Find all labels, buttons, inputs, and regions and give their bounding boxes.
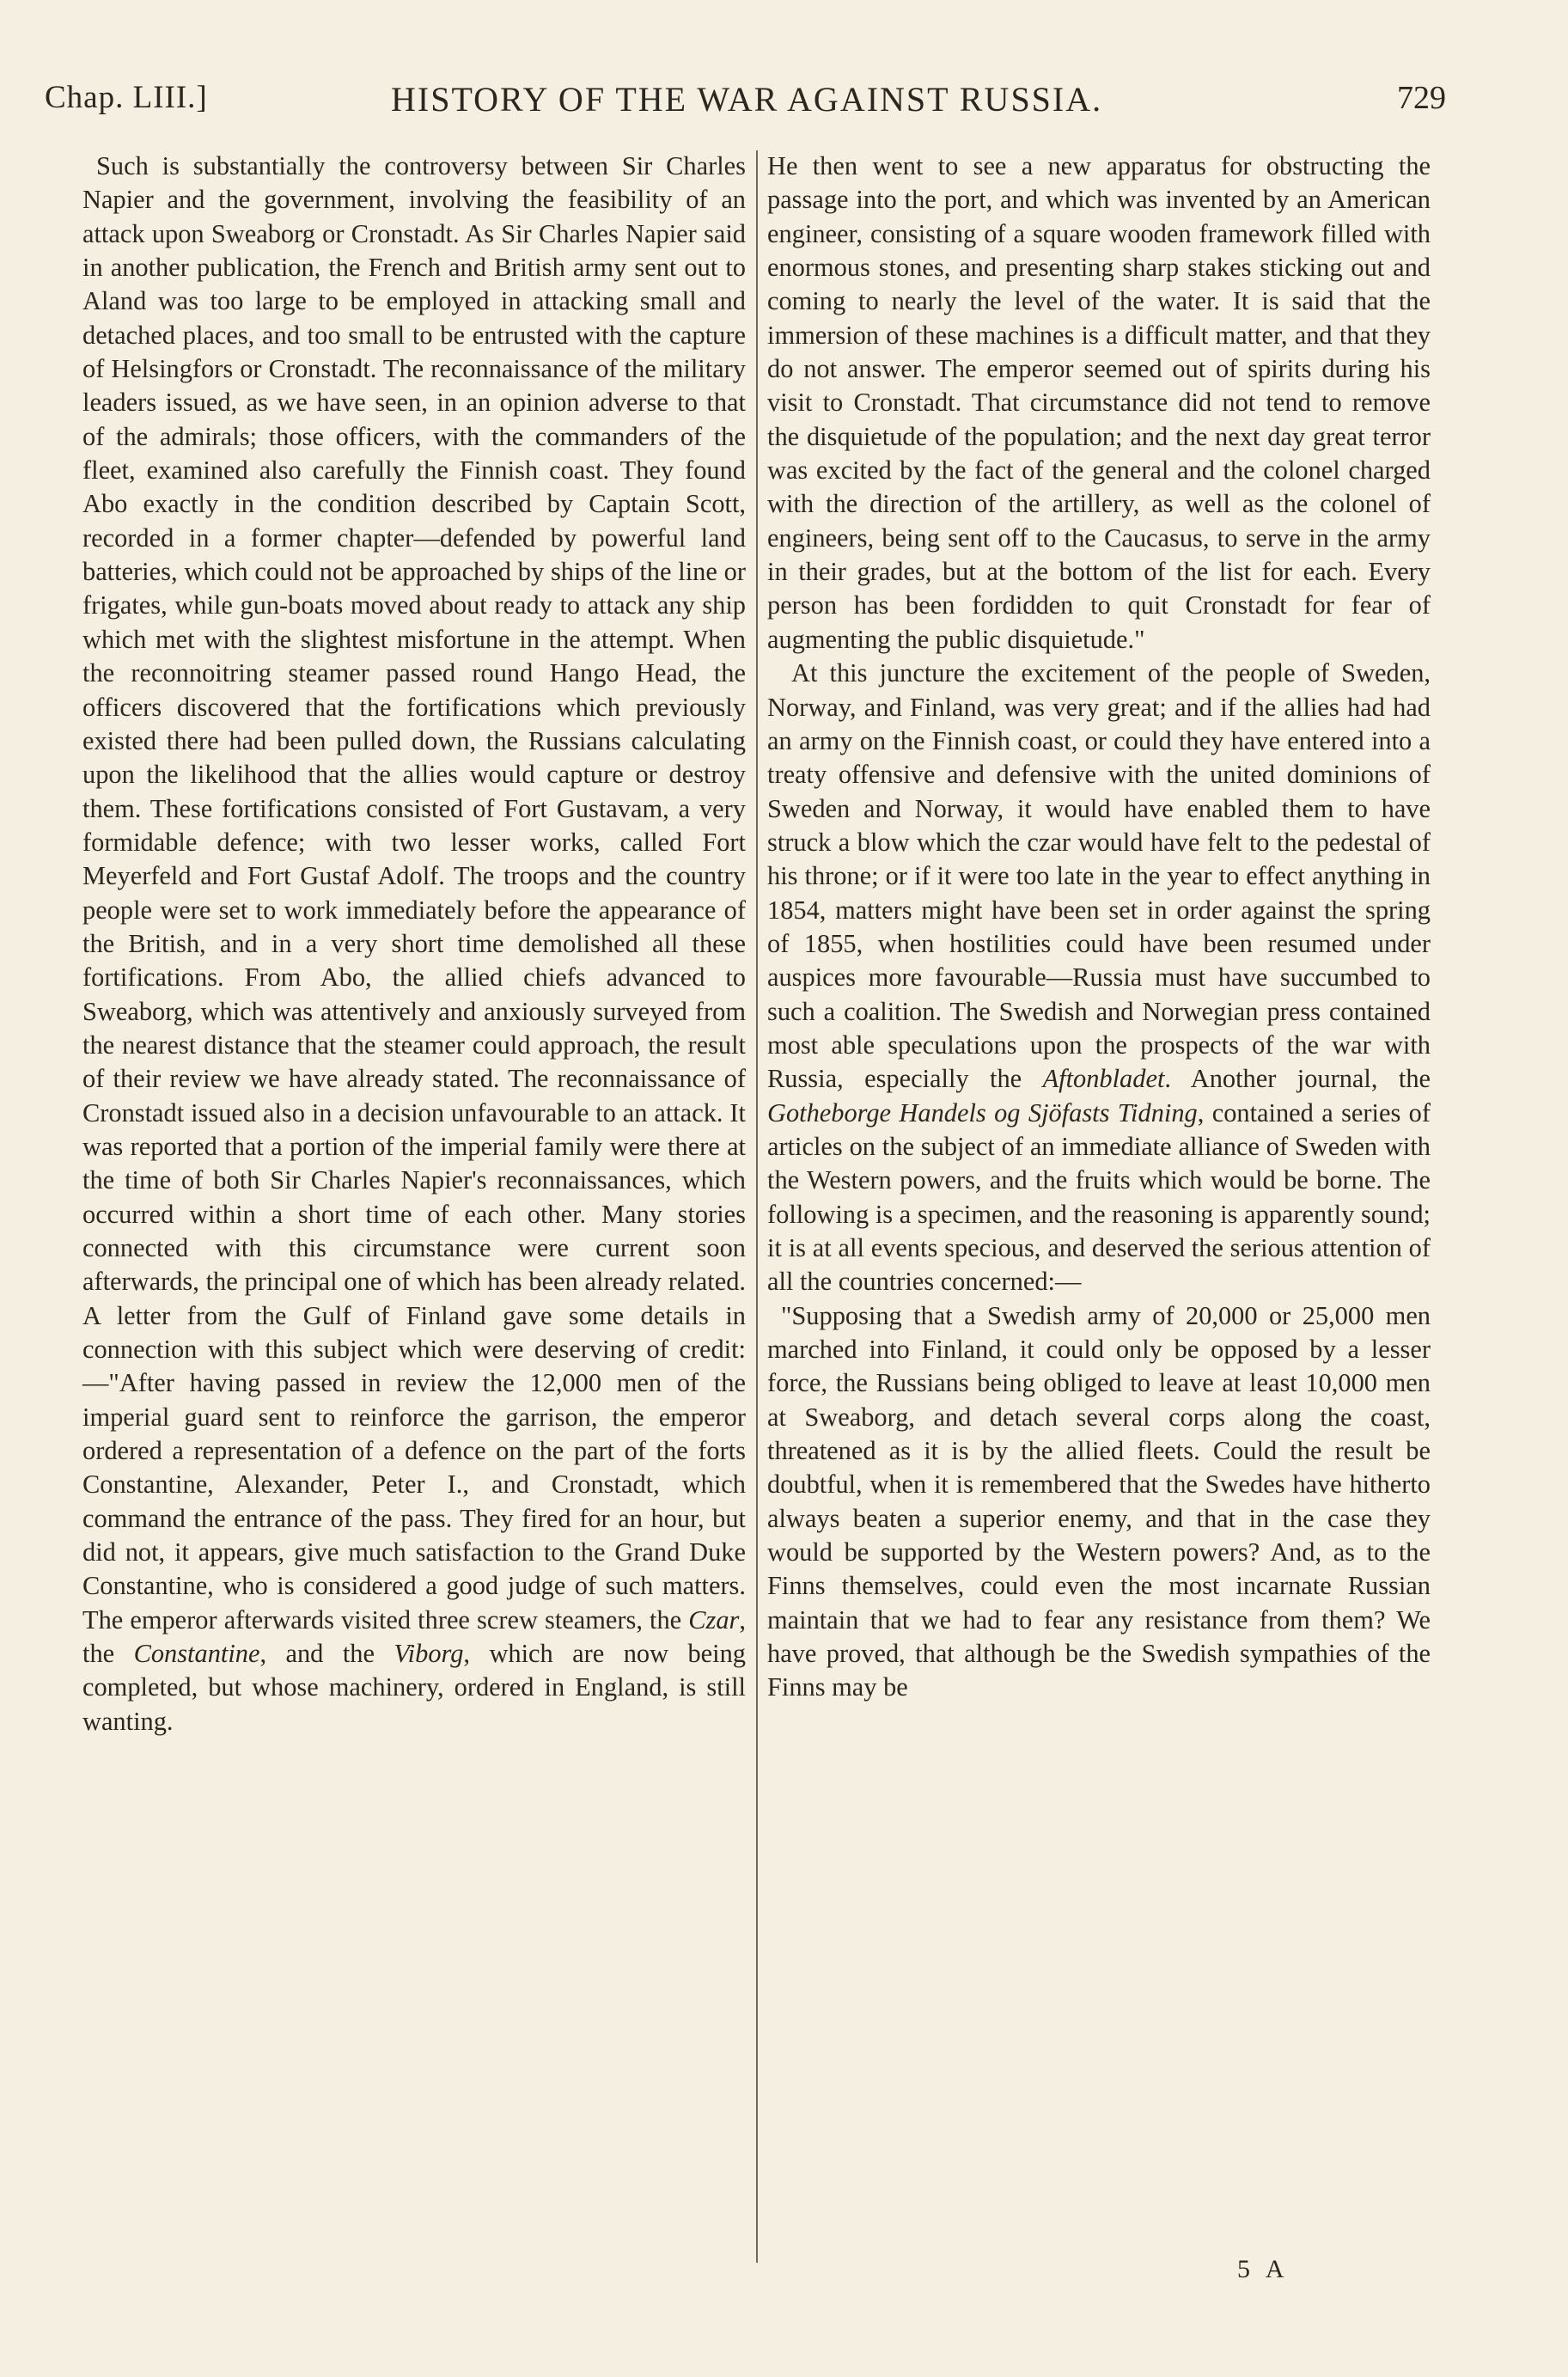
ship-name-viborg: Viborg: [394, 1639, 464, 1669]
ship-name-constantine: Constantine: [133, 1639, 260, 1669]
chapter-label: Chap. LIII.]: [45, 80, 208, 115]
paragraph-text: At this juncture the excitement of the people of Sweden, Norway, and Finland, was very great; and if the allies had had an army on the Finnish coast, or could they have entered into a treaty offensive and defensive with the united dominions of Sweden and Norway, it would have enabled them to have struck a blow which the czar would have felt to the pedestal of his throne; or if it were too late in the year to effect anything in 1854, matters might have been set in order against the spring of 1855, when hostilities could have been resumed under auspices more favourable—Russia must have succumbed to such a coalition. The Swedish and Norwegian press contained most able speculations upon the prospects of the war with Russia, especially the: [767, 658, 1431, 1094]
paragraph-text: , the: [82, 1604, 746, 1669]
quote-paragraph: "Supposing that a Swedish army of 20,000 or 25,000 men marched into Finland, it could only be opposed by a lesser force, the Russians being obliged to leave at least 10,000 men at Sweaborg, and detach several corps along the coast, threatened as it is by the allied fleets. Could the result be doubtful, when it is remembered that the Swedes have hitherto always beaten a superior enemy, and that in the case they would be supported by the Western powers? And, as to the Finns themselves, could even the most incarnate Russian maintain that we had to fear any resistance from them? We have proved, that although be the Swedish sympathies of the Finns may be: [767, 1300, 1431, 1702]
right-column: [767, 150, 1431, 1705]
signature-mark: 5 A: [1237, 2255, 1290, 2283]
paragraph: [767, 657, 1431, 1299]
paragraph-text: . Another journal, the: [1164, 1064, 1431, 1094]
paragraph-text: , and the: [259, 1639, 394, 1669]
running-title: HISTORY OF THE WAR AGAINST RUSSIA.: [391, 80, 1103, 119]
paragraph-text: Such is substantially the controversy between Sir Charles Napier and the government, involving the feasibility of an attack upon Sweaborg or Cronstadt. As Sir Charles Napier said in another publication, the French and British army sent out to Aland was too large to be employed in attacking small and detached places, and too small to be entrusted with the capture of Helsingfors or Cronstadt. The reconnaissance of the military leaders issued, as we have seen, in an opinion adverse to that of the admirals; those officers, with the commanders of the fleet, examined also carefully the Finnish coast. They found Abo exactly in the condition described by Captain Scott, recorded in a former chapter—defended by powerful land batteries, which could not be approached by ships of the line or frigates, while gun-boats moved about ready to attack any ship which met with the slightest misfortune in the attempt. When the reconnoitring steamer passed round Hango Head, the officers discovered that the fortifications which previously existed there had been pulled down, the Russians calculating upon the likelihood that the allies would capture or destroy them. These fortifications consisted of Fort Gustavam, a very formidable defence; with two lesser works, called Fort Meyerfeld and Fort Gustaf Adolf. The troops and the country people were set to work immediately before the appearance of the British, and in a very short time demolished all these fortifications. From Abo, the allied chiefs advanced to Sweaborg, which was attentively and anxiously surveyed from the nearest distance that the steamer could approach, the result of their review we have already stated. The reconnaissance of Cronstadt issued also in a decision unfavourable to an attack. It was reported that a portion of the imperial family were there at the time of both Sir Charles Napier's reconnaissances, which occurred within a short time of each other. Many stories connected with this circumstance were current soon afterwards, the principal one of which has been already related. A letter from the Gulf of Finland gave some details in connection with this subject which were deserving of credit:—"After having passed in review the 12,000 men of the imperial guard sent to reinforce the garrison, the emperor ordered a representation of a defence on the part of the forts Constantine, Alexander, Peter I., and Cronstadt, which command the entrance of the pass. They fired for an hour, but did not, it appears, give much satisfaction to the Grand Duke Constantine, who is considered a good judge of such matters. The emperor afterwards visited three screw steamers, the: [82, 151, 746, 1635]
paragraph: He then went to see a new apparatus for obstructing the passage into the port, and which was invented by an American engineer, consisting of a square wooden framework filled with enormous stones, and presenting sharp stakes sticking out and coming to nearly the level of the water. It is said that the immersion of these machines is a difficult matter, and that they do not answer. The emperor seemed out of spirits during his visit to Cronstadt. That circumstance did not tend to remove the disquietude of the population; and the next day great terror was excited by the fact of the general and the colonel charged with the direction of the artillery, as well as the colonel of engineers, being sent off to the Caucasus, to serve in the army in their grades, but at the bottom of the list for each. Every person has been fordidden to quit Cronstadt for fear of augmenting the public disquietude.": [767, 151, 1431, 654]
column-divider: [756, 150, 758, 2263]
newspaper-title: Aftonbladet: [1042, 1064, 1165, 1094]
paragraph-text: , which are now being completed, but whose machinery, ordered in England, is still wanting.: [82, 1639, 746, 1736]
page-number: 729: [1397, 80, 1446, 116]
newspaper-title: Gotheborge Handels og Sjöfasts Tidning: [767, 1097, 1198, 1127]
paragraph: [82, 150, 746, 1738]
ship-name-czar: Czar: [688, 1604, 740, 1635]
running-header: [0, 0, 1568, 137]
left-column: [82, 150, 746, 1738]
paragraph-text: , contained a series of articles on the subject of an immediate alliance of Sweden with the Western powers, and the fruits which would be borne. The following is a specimen, and the reasoning is apparently sound; it is at all events specious, and deserved the serious attention of all the countries concerned:—: [767, 1097, 1431, 1297]
